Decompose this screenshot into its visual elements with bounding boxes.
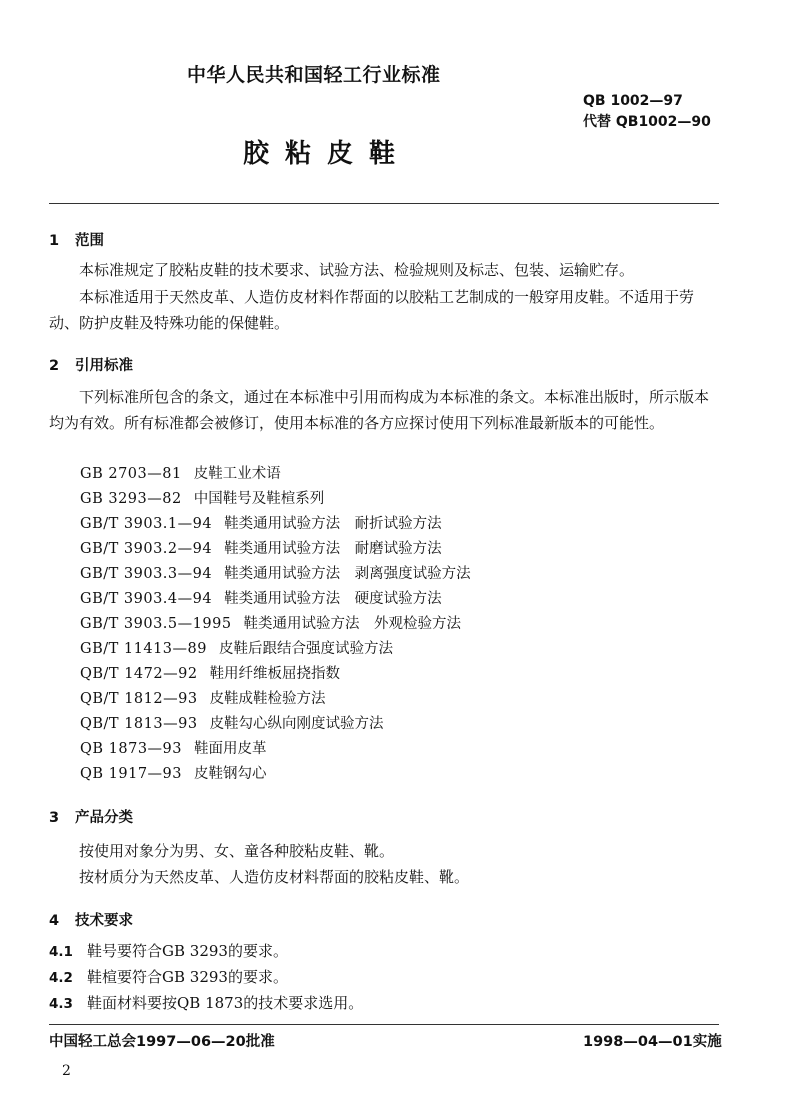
reference-item: GB/T 11413—89 皮鞋后跟结合强度试验方法 bbox=[80, 641, 393, 657]
clause-item: 4.2 鞋楦要符合GB 3293的要求。 bbox=[49, 968, 288, 986]
reference-item: GB/T 3903.2—94 鞋类通用试验方法 耐磨试验方法 bbox=[80, 541, 442, 557]
header-divider bbox=[49, 203, 719, 204]
section-4-heading bbox=[49, 909, 133, 930]
reference-item: GB/T 3903.1—94 鞋类通用试验方法 耐折试验方法 bbox=[80, 516, 442, 532]
reference-item: GB 2703—81 皮鞋工业术语 bbox=[80, 466, 281, 482]
section-3-paragraph-2: 按材质分为天然皮革、人造仿皮材料帮面的胶粘皮鞋、靴。 bbox=[79, 868, 470, 886]
section-title: 技术要求 bbox=[75, 913, 133, 929]
standard-code: QB 1002—97 bbox=[583, 93, 683, 109]
approval-date: 中国轻工总会1997—06—20批准 bbox=[49, 1034, 275, 1050]
page-number: 2 bbox=[62, 1063, 71, 1079]
reference-item: GB/T 3903.5—1995 鞋类通用试验方法 外观检验方法 bbox=[80, 616, 462, 632]
section-1-heading bbox=[49, 229, 104, 250]
section-2-paragraph-1: 下列标准所包含的条文，通过在本标准中引用而构成为本标准的条文。本标准出版时，所示版本均为有效。所有标准都会被修订，使用本标准的各方应探讨使用下列标准最新版本的可能性。 bbox=[49, 388, 710, 432]
section-number: 4 bbox=[49, 913, 60, 929]
standard-replaces: 代替 QB1002—90 bbox=[583, 114, 711, 130]
standard-category-title: 中华人民共和国轻工行业标准 bbox=[187, 64, 441, 86]
footer-divider bbox=[49, 1024, 719, 1025]
section-number: 3 bbox=[49, 810, 60, 826]
section-3-paragraph-1: 按使用对象分为男、女、童各种胶粘皮鞋、靴。 bbox=[79, 842, 395, 860]
reference-item: GB/T 3903.3—94 鞋类通用试验方法 剥离强度试验方法 bbox=[80, 566, 471, 582]
document-title: 胶粘皮鞋 bbox=[243, 139, 412, 169]
section-number: 2 bbox=[49, 358, 60, 374]
section-1-paragraph-2: 本标准适用于天然皮革、人造仿皮材料作帮面的以胶粘工艺制成的一般穿用皮鞋。不适用于劳动、防护皮鞋及特殊功能的保健鞋。 bbox=[49, 288, 695, 332]
reference-item: QB 1873—93 鞋面用皮革 bbox=[80, 741, 267, 757]
reference-item: QB 1917—93 皮鞋钢勾心 bbox=[80, 766, 267, 782]
clause-item: 4.1 鞋号要符合GB 3293的要求。 bbox=[49, 942, 288, 960]
section-title: 范围 bbox=[75, 233, 104, 249]
reference-item: QB/T 1812—93 皮鞋成鞋检验方法 bbox=[80, 691, 326, 707]
reference-item: GB 3293—82 中国鞋号及鞋楦系列 bbox=[80, 491, 325, 507]
reference-item: GB/T 3903.4—94 鞋类通用试验方法 硬度试验方法 bbox=[80, 591, 442, 607]
effective-date: 1998—04—01实施 bbox=[583, 1034, 722, 1050]
reference-item: QB/T 1813—93 皮鞋勾心纵向刚度试验方法 bbox=[80, 716, 384, 732]
section-2-heading bbox=[49, 354, 133, 375]
section-title: 引用标准 bbox=[75, 358, 133, 374]
clause-item: 4.3 鞋面材料要按QB 1873的技术要求选用。 bbox=[49, 994, 364, 1012]
section-3-heading bbox=[49, 806, 133, 827]
section-1-paragraph-1: 本标准规定了胶粘皮鞋的技术要求、试验方法、检验规则及标志、包装、运输贮存。 bbox=[79, 261, 635, 279]
section-title: 产品分类 bbox=[75, 810, 133, 826]
section-number: 1 bbox=[49, 233, 60, 249]
reference-item: QB/T 1472—92 鞋用纤维板屈挠指数 bbox=[80, 666, 341, 682]
